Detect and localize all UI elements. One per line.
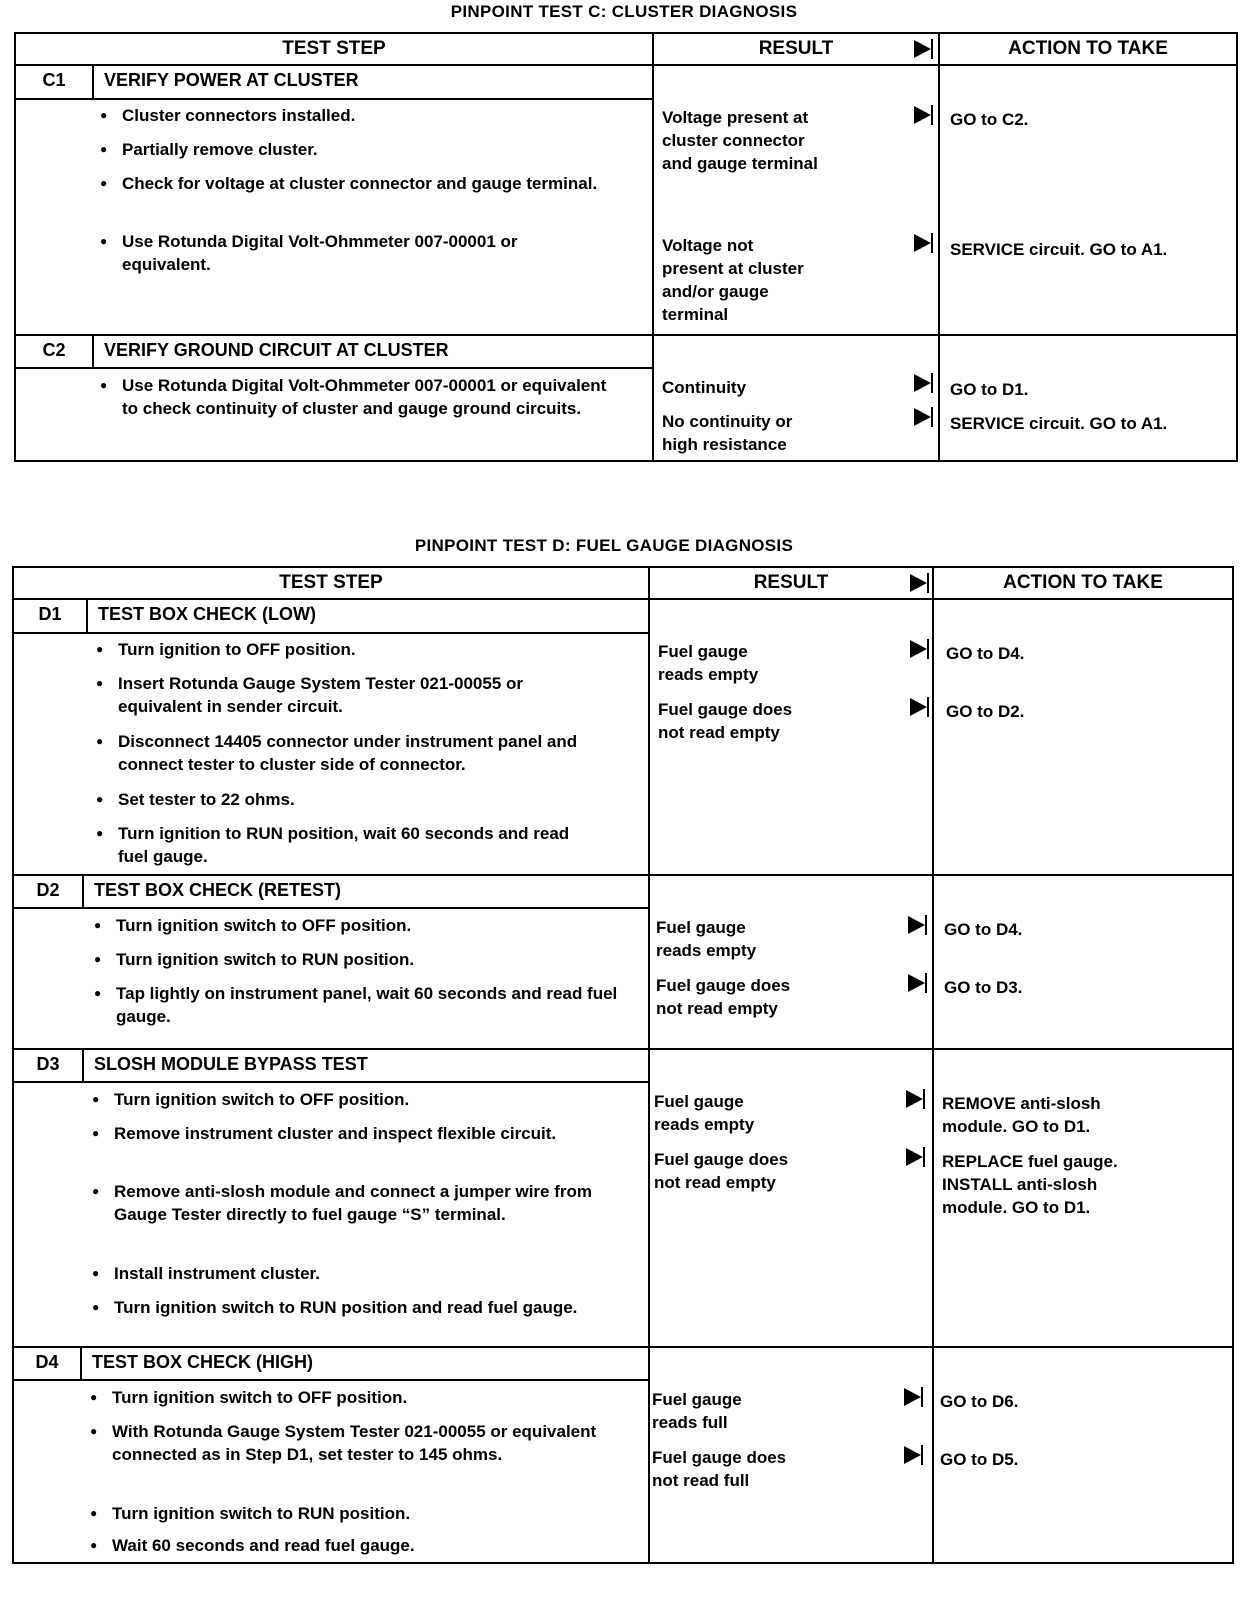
step-id: C2 xyxy=(42,340,66,360)
result-text: Fuel gauge reads full xyxy=(652,1390,742,1432)
bullet-item: ● Set tester to 22 ohms. xyxy=(94,788,634,811)
action-text: GO to C2. xyxy=(950,110,1029,129)
bullet-item: ● Turn ignition switch to RUN position and read fuel gauge. xyxy=(90,1296,610,1319)
action-header: ACTION TO TAKE xyxy=(934,568,1232,600)
result-text: Fuel gauge does not read empty xyxy=(654,1150,789,1192)
header-arrow-icon xyxy=(910,574,927,592)
bullet-item: ● Check for voltage at cluster connector and gauge terminal. xyxy=(98,172,598,195)
result-header: RESULT xyxy=(654,34,938,66)
test-step-header: TEST STEP xyxy=(14,568,648,600)
arrow-icon xyxy=(914,106,931,124)
action-text: REPLACE fuel gauge. INSTALL anti-slosh module. GO to D1. xyxy=(942,1152,1118,1217)
bullet-item: ● Insert Rotunda Gauge System Tester 021-00055 or equivalent in sender circuit. xyxy=(94,672,594,718)
step-id: C1 xyxy=(42,70,66,90)
action-text: GO to D1. xyxy=(950,380,1029,399)
test-d-table xyxy=(12,566,1234,1564)
step-id: D2 xyxy=(36,880,60,900)
arrow-icon xyxy=(908,916,925,934)
result-text: Continuity xyxy=(662,378,747,397)
step-title: TEST BOX CHECK (RETEST) xyxy=(94,880,342,900)
test-d-title: PINPOINT TEST D: FUEL GAUGE DIAGNOSIS xyxy=(414,536,794,555)
bullet-item: ● Use Rotunda Digital Volt-Ohmmeter 007-00001 or equivalent to check continuity of cluster and gauge ground circuits. xyxy=(98,374,618,420)
bullet-item: ● Turn ignition to OFF position. xyxy=(94,638,634,661)
bullet-item: ● Install instrument cluster. xyxy=(90,1262,630,1285)
step-title: VERIFY POWER AT CLUSTER xyxy=(104,70,359,90)
result-text: Voltage not present at cluster and/or gauge terminal xyxy=(662,236,804,324)
arrow-icon xyxy=(910,640,927,658)
result-text: Fuel gauge reads empty xyxy=(654,1092,755,1134)
action-text: GO to D4. xyxy=(944,920,1023,939)
bullet-item: ● With Rotunda Gauge System Tester 021-00055 or equivalent connected as in Step D1, set tester to 145 ohms. xyxy=(88,1420,618,1466)
bullet-item: ● Tap lightly on instrument panel, wait 60 seconds and read fuel gauge. xyxy=(92,982,622,1028)
step-id: D4 xyxy=(35,1352,59,1372)
bullet-item: ● Turn ignition switch to RUN position. xyxy=(92,948,632,971)
test-c-table xyxy=(14,32,1238,462)
action-text: GO to D3. xyxy=(944,978,1023,997)
result-text: Voltage present at cluster connector and gauge terminal xyxy=(662,108,818,173)
action-text: GO to D6. xyxy=(940,1392,1019,1411)
test-c-title: PINPOINT TEST C: CLUSTER DIAGNOSIS xyxy=(450,2,798,21)
arrow-icon xyxy=(908,974,925,992)
step-title: TEST BOX CHECK (LOW) xyxy=(98,604,316,624)
bullet-item: ● Remove anti-slosh module and connect a jumper wire from Gauge Tester directly to fuel gauge “S” terminal. xyxy=(90,1180,630,1226)
bullet-item: ● Turn ignition switch to RUN position. xyxy=(88,1502,628,1525)
action-text: SERVICE circuit. GO to A1. xyxy=(950,240,1168,259)
bullet-item: ● Turn ignition switch to OFF position. xyxy=(92,914,632,937)
result-text: No continuity or high resistance xyxy=(662,412,793,454)
action-header: ACTION TO TAKE xyxy=(940,34,1236,66)
arrow-icon xyxy=(914,374,931,392)
arrow-icon xyxy=(914,234,931,252)
action-text: REMOVE anti-slosh module. GO to D1. xyxy=(942,1094,1101,1136)
action-text: GO to D5. xyxy=(940,1450,1019,1469)
arrow-icon xyxy=(904,1446,921,1464)
action-text: SERVICE circuit. GO to A1. xyxy=(950,414,1168,433)
step-id: D1 xyxy=(38,604,62,624)
header-arrow-icon xyxy=(914,40,931,58)
result-text: Fuel gauge does not read empty xyxy=(656,976,791,1018)
bullet-item: ● Turn ignition to RUN position, wait 60 seconds and read fuel gauge. xyxy=(94,822,594,868)
arrow-icon xyxy=(904,1388,921,1406)
arrow-icon xyxy=(906,1148,923,1166)
result-text: Fuel gauge reads empty xyxy=(656,918,757,960)
arrow-icon xyxy=(906,1090,923,1108)
step-title: TEST BOX CHECK (HIGH) xyxy=(92,1352,314,1372)
bullet-item: ● Turn ignition switch to OFF position. xyxy=(90,1088,630,1111)
arrow-icon xyxy=(914,408,931,426)
bullet-item: ● Disconnect 14405 connector under instrument panel and connect tester to cluster side of connector. xyxy=(94,730,624,776)
result-text: Fuel gauge does not read empty xyxy=(658,700,793,742)
bullet-item: ● Wait 60 seconds and read fuel gauge. xyxy=(88,1534,628,1557)
action-text: GO to D2. xyxy=(946,702,1025,721)
step-title: VERIFY GROUND CIRCUIT AT CLUSTER xyxy=(104,340,449,360)
step-id: D3 xyxy=(36,1054,60,1074)
bullet-item: ● Cluster connectors installed. xyxy=(98,104,638,127)
bullet-item: ● Turn ignition switch to OFF position. xyxy=(88,1386,628,1409)
bullet-item: ● Partially remove cluster. xyxy=(98,138,638,161)
test-step-header: TEST STEP xyxy=(16,34,652,66)
action-text: GO to D4. xyxy=(946,644,1025,663)
bullet-item: ● Remove instrument cluster and inspect flexible circuit. xyxy=(90,1122,590,1145)
arrow-icon xyxy=(910,698,927,716)
bullet-item: ● Use Rotunda Digital Volt-Ohmmeter 007-00001 or equivalent. xyxy=(98,230,608,276)
result-text: Fuel gauge does not read full xyxy=(652,1448,787,1490)
result-text: Fuel gauge reads empty xyxy=(658,642,759,684)
result-header: RESULT xyxy=(650,568,932,600)
step-title: SLOSH MODULE BYPASS TEST xyxy=(94,1054,368,1074)
